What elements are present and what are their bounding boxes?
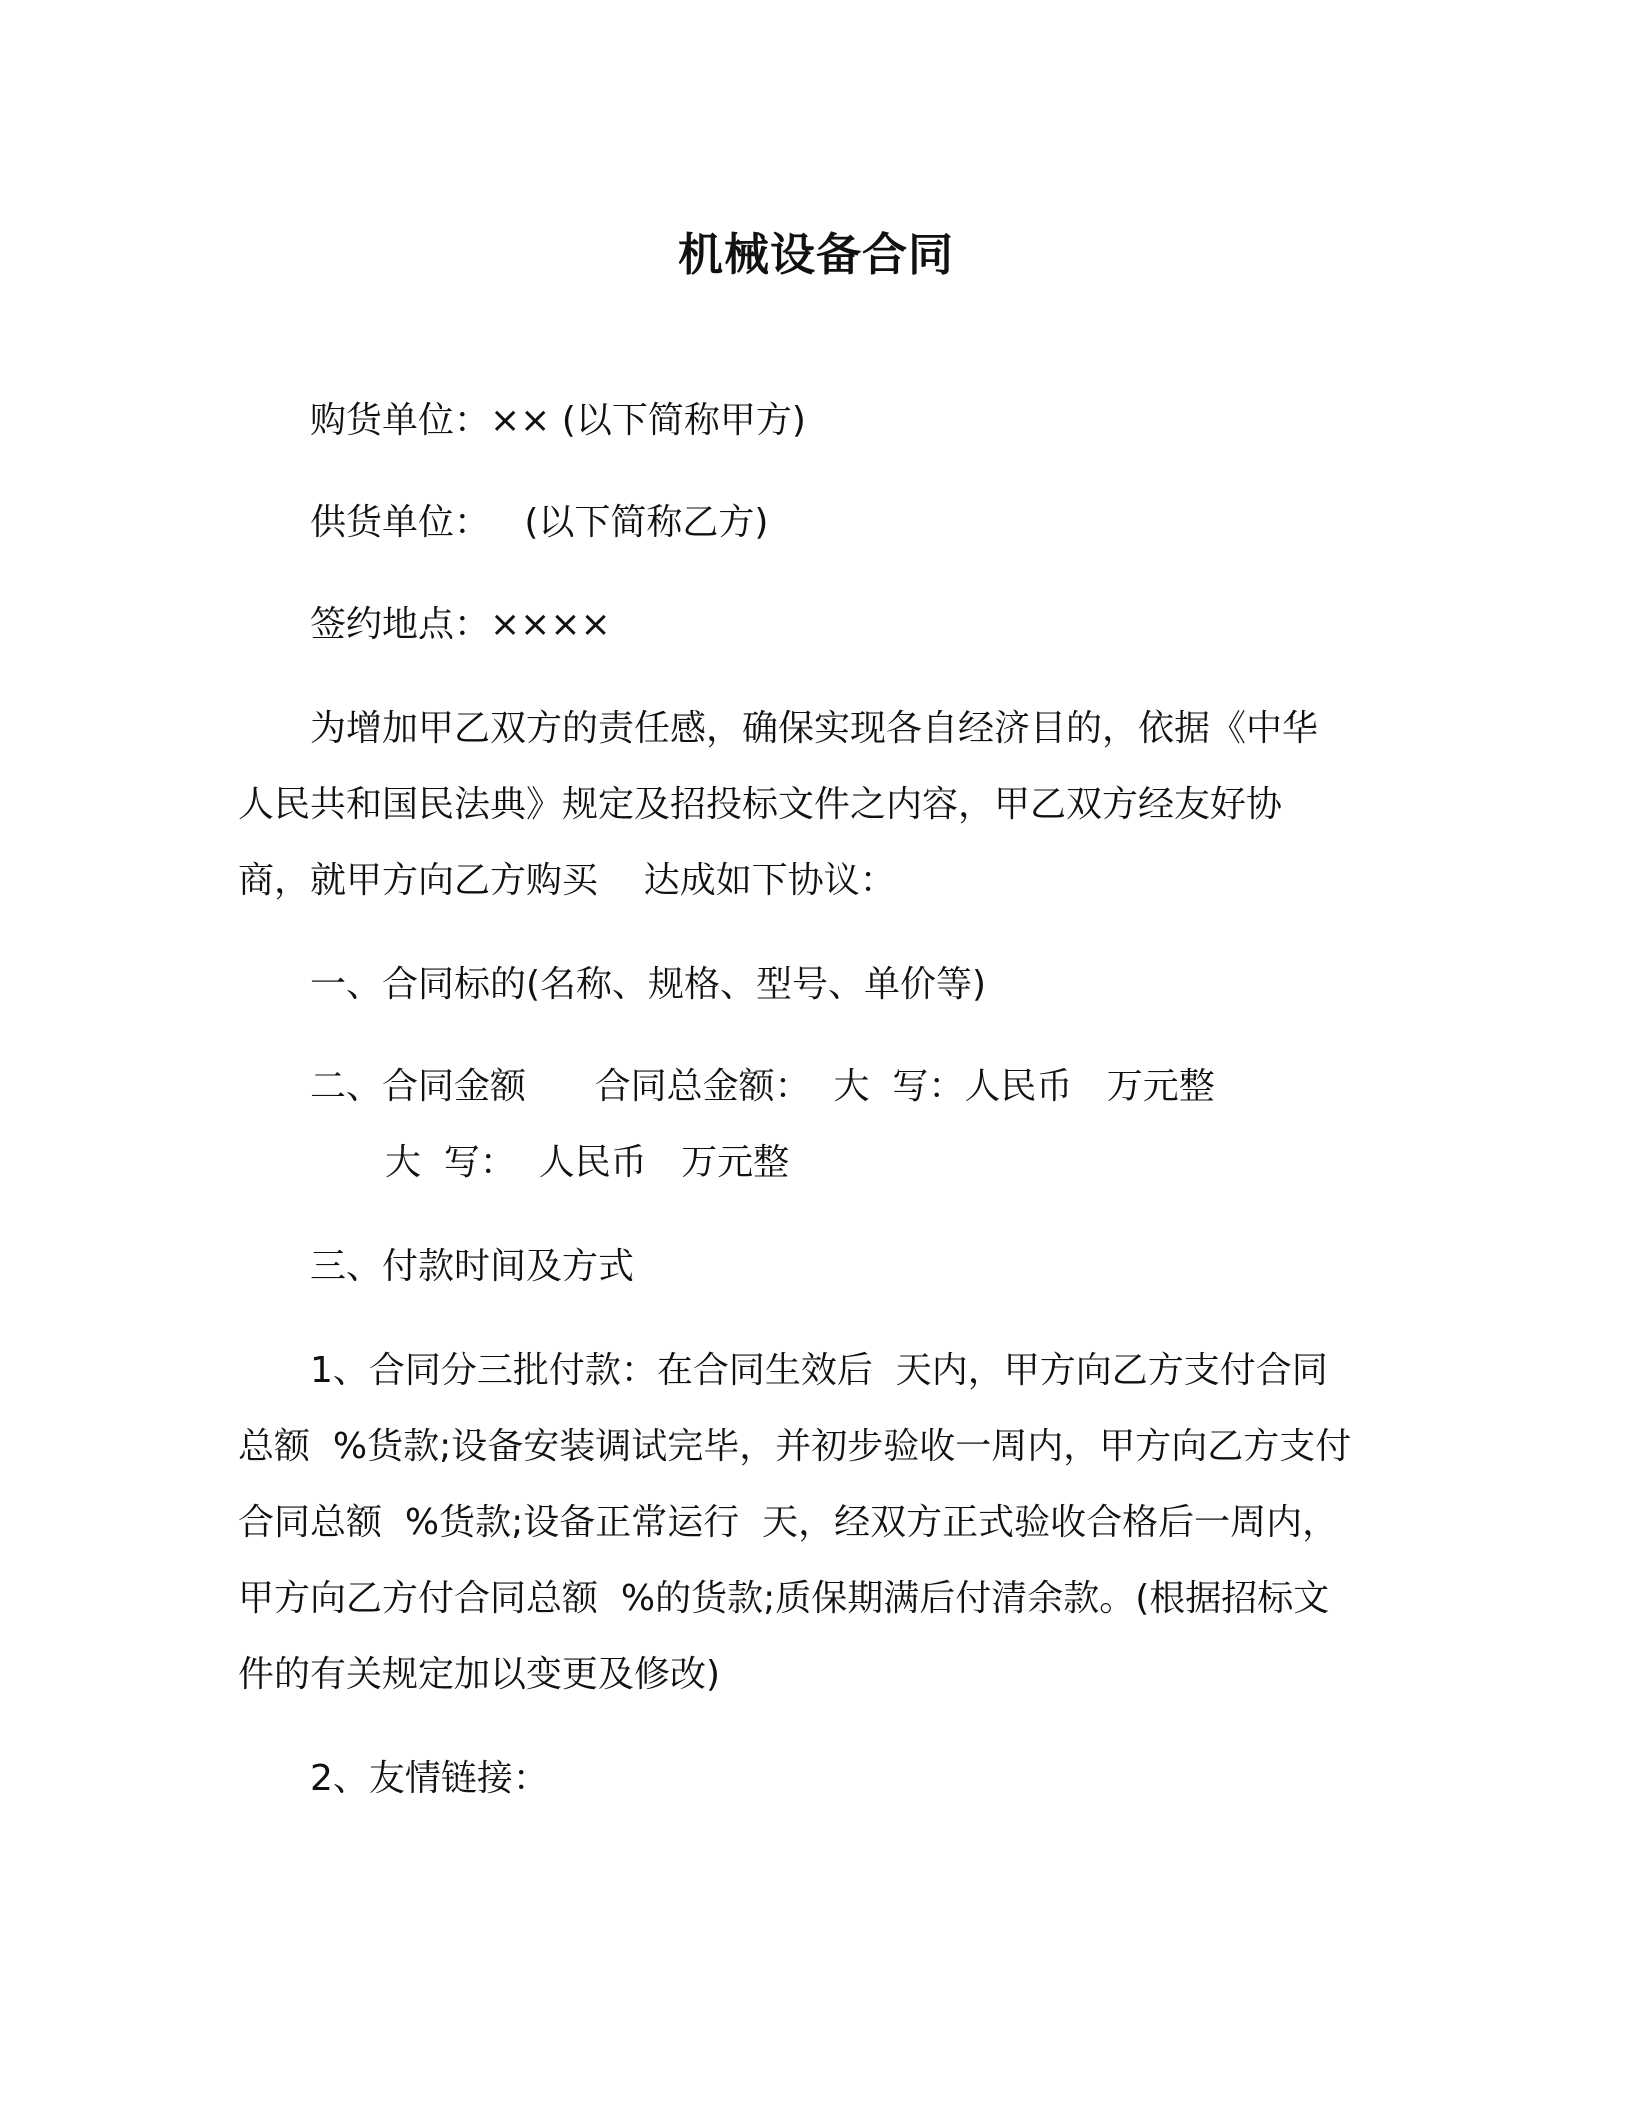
clause-1-line-4: 甲方向乙方付合同总额 %的货款;质保期满后付清余款。(根据招标文 [238,1578,1330,1619]
section-2-amount-line: 大 写： 人民币 万元整 [385,1142,790,1183]
clause-1-line-1: 1、合同分三批付款：在合同生效后 天内，甲方向乙方支付合同 [310,1350,1328,1391]
section-2-heading: 二、合同金额 合同总金额： 大 写：人民币 万元整 [310,1066,1215,1107]
document-title: 机械设备合同 [677,228,954,281]
preamble-line-3: 商，就甲方向乙方购买 达成如下协议： [238,860,896,901]
clause-2-line: 2、友情链接： [310,1758,549,1799]
section-1-heading: 一、合同标的(名称、规格、型号、单价等) [310,964,987,1005]
section-3-heading: 三、付款时间及方式 [310,1246,635,1287]
buyer-line: 购货单位：×× (以下简称甲方) [310,400,806,441]
clause-1-line-3: 合同总额 %货款;设备正常运行 天，经双方正式验收合格后一周内， [238,1502,1339,1543]
signing-place-line: 签约地点：×××× [310,604,611,645]
supplier-line: 供货单位： (以下简称乙方) [310,502,769,543]
preamble-line-2: 人民共和国民法典》规定及招投标文件之内容，甲乙双方经友好协 [238,784,1283,825]
preamble-line-1: 为增加甲乙双方的责任感，确保实现各自经济目的，依据《中华 [310,708,1319,749]
clause-1-line-2: 总额 %货款;设备安装调试完毕，并初步验收一周内，甲方向乙方支付 [238,1426,1352,1467]
clause-1-line-5: 件的有关规定加以变更及修改) [238,1654,721,1695]
